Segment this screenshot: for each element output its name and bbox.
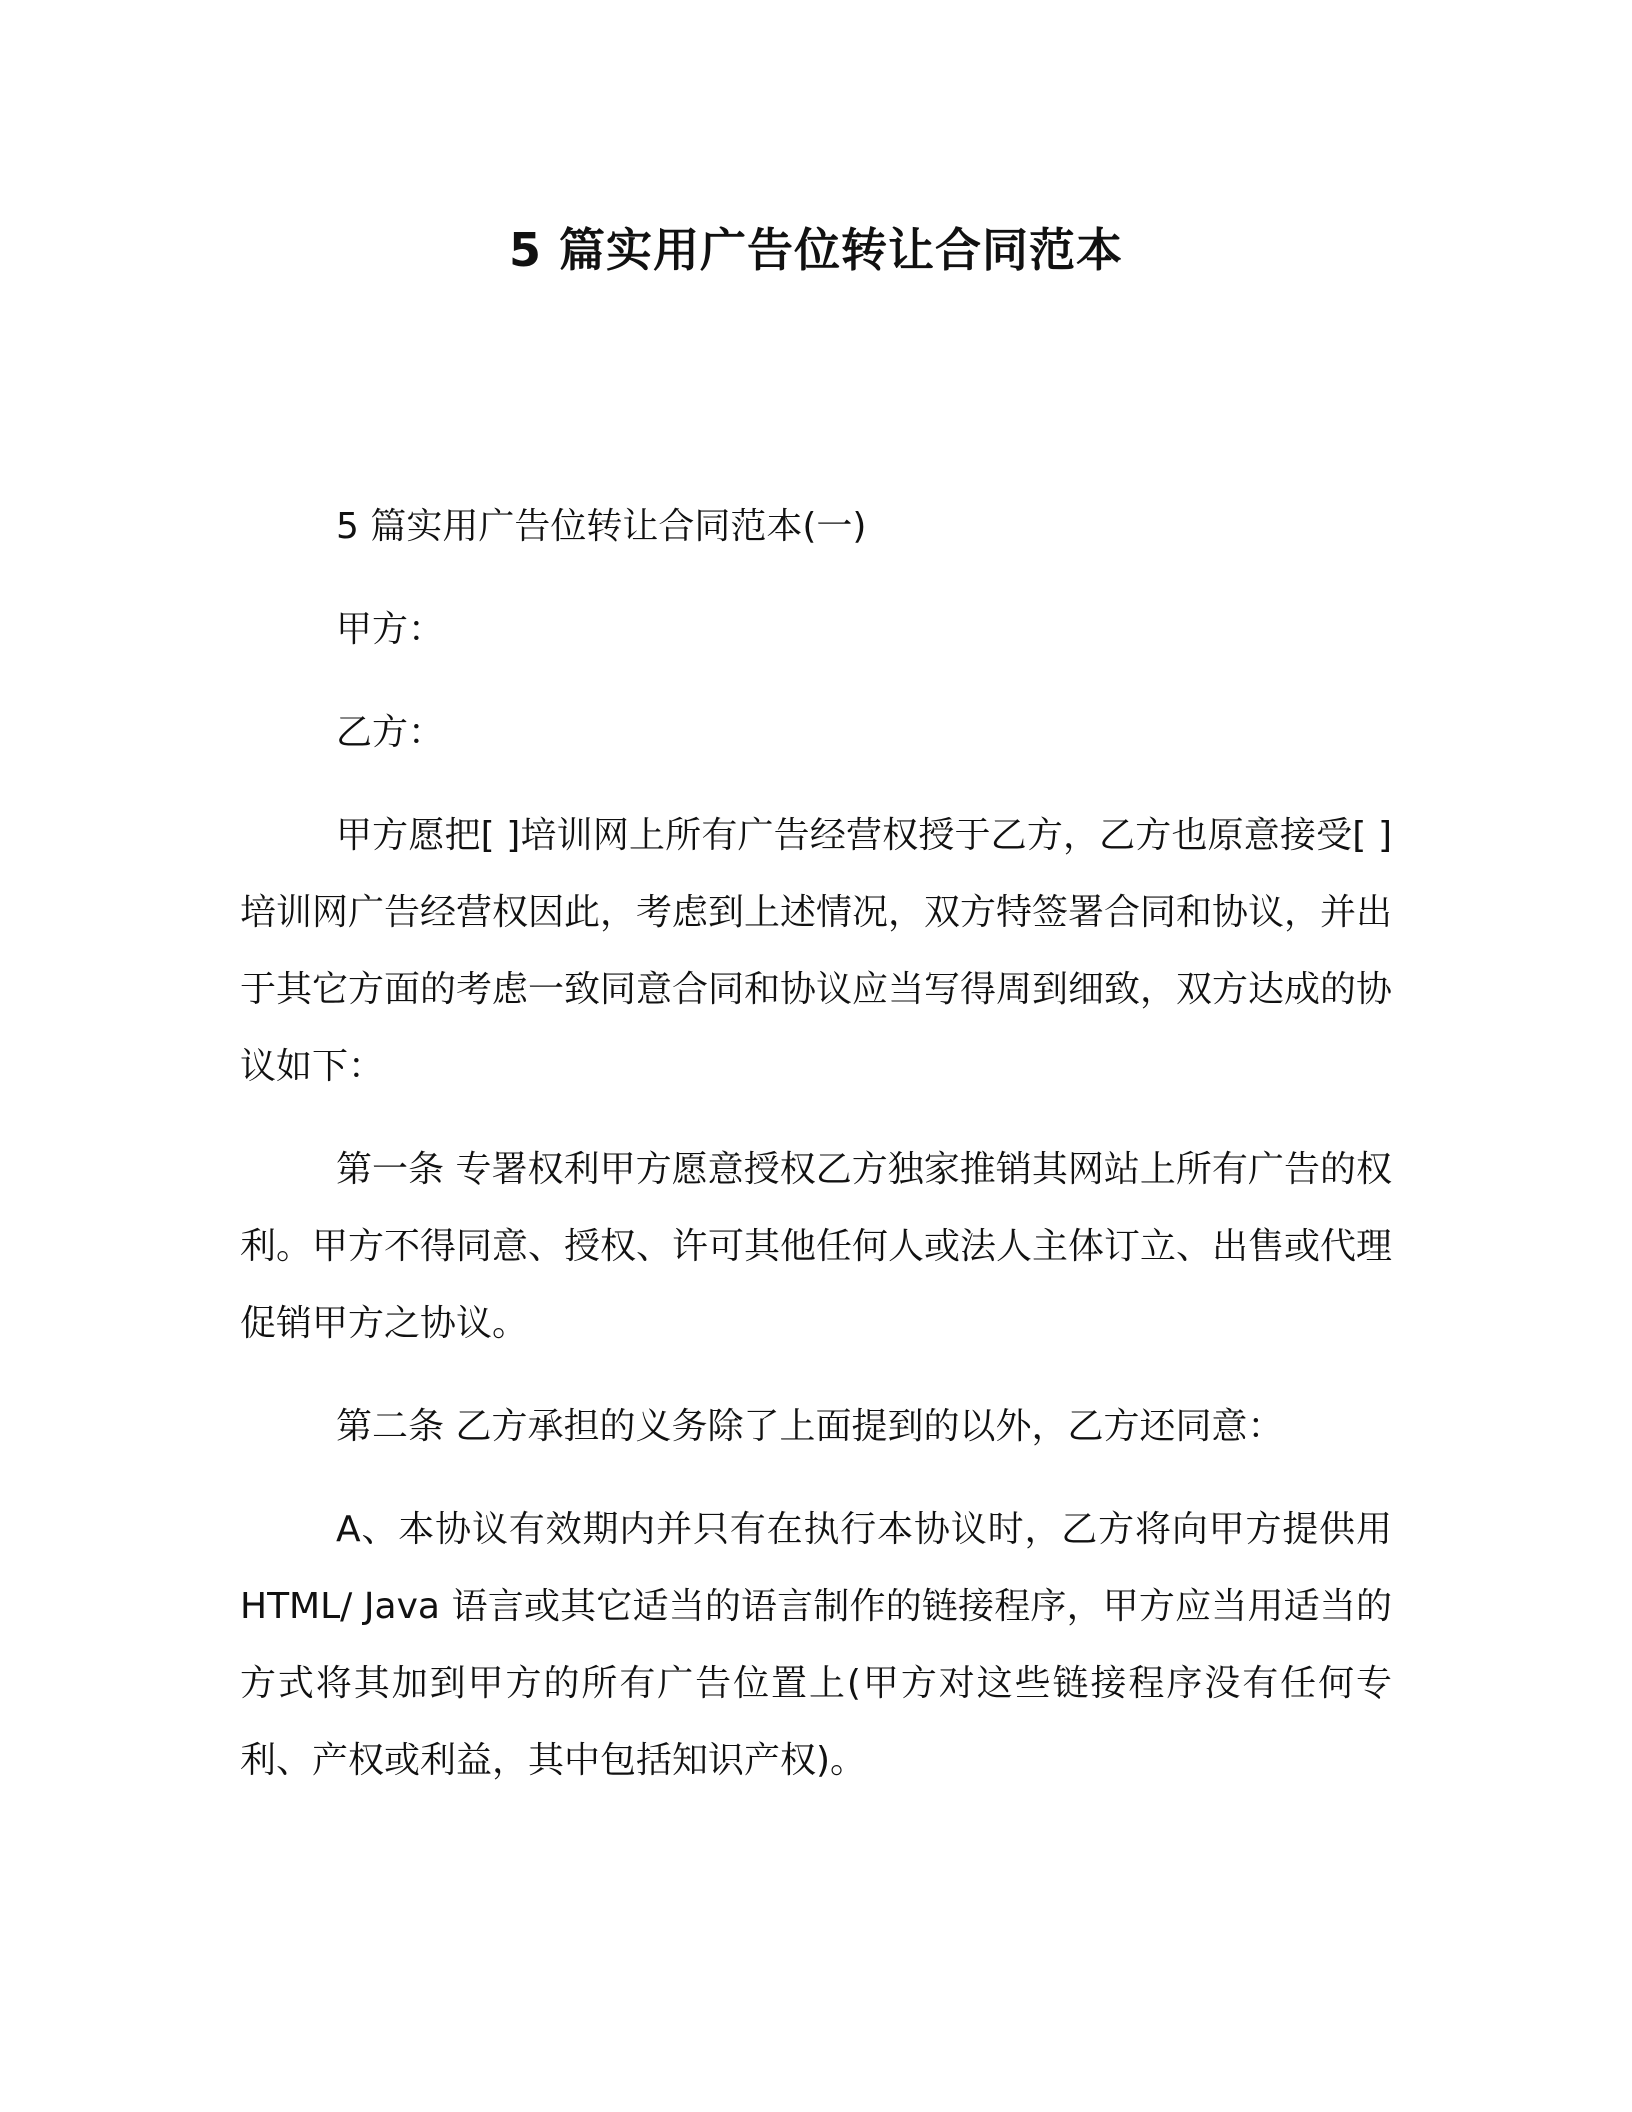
document-title: 5 篇实用广告位转让合同范本	[508, 223, 1124, 277]
clause-a-paragraph: A、本协议有效期内并只有在执行本协议时，乙方将向甲方提供用 HTML/ Java 语言或其它适当的语言制作的链接程序，甲方应当用适当的方式将其加到甲方的所有广告位置上(甲方对这些链接程序没有任何专利、产权或利益，其中包括知识产权)。	[240, 1509, 1392, 1781]
preamble-paragraph: 甲方愿把[ ]培训网上所有广告经营权授于乙方，乙方也原意接受[ ]培训网广告经营权因此，考虑到上述情况，双方特签署合同和协议，并出于其它方面的考虑一致同意合同和协议应当写得周到细致，双方达成的协议如下：	[240, 815, 1393, 1087]
document-body	[240, 488, 1392, 1825]
party-b-line: 乙方：	[336, 712, 445, 753]
article-2-paragraph: 第二条 乙方承担的义务除了上面提到的以外，乙方还同意：	[336, 1406, 1284, 1447]
article-1-paragraph: 第一条 专署权利甲方愿意授权乙方独家推销其网站上所有广告的权利。甲方不得同意、授权、许可其他任何人或法人主体订立、出售或代理促销甲方之协议。	[240, 1149, 1393, 1344]
section-heading: 5 篇实用广告位转让合同范本(一)	[336, 506, 867, 547]
party-a-line: 甲方：	[336, 609, 445, 650]
